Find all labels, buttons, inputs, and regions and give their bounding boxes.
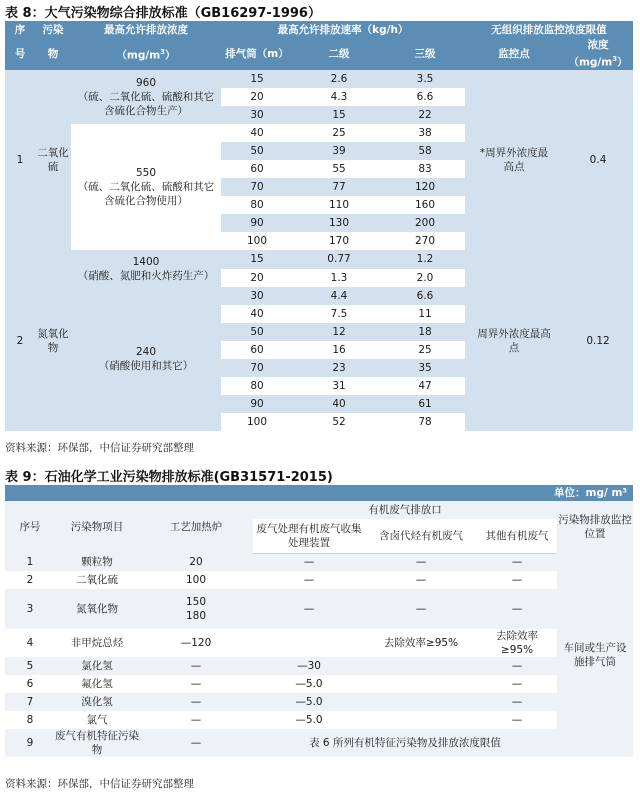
t8-grade2: 0.77	[293, 250, 385, 268]
t8-header-unit: $(mg/m^3)$	[71, 38, 221, 70]
t9-furnace-line: 150	[185, 596, 207, 608]
t9-col-c: —	[477, 589, 557, 629]
t8-grade3: 38	[385, 124, 465, 142]
t8-stack-height: 100	[221, 232, 293, 250]
t9-seq: 3	[5, 589, 55, 629]
t8-header-max-conc: 最高允许排放浓度	[71, 21, 221, 38]
t9-seq: 9	[5, 729, 55, 757]
t8-grade3: 58	[385, 142, 465, 160]
t8-conc-note: （硝酸、氮肥和火炸药生产）	[77, 269, 215, 282]
t9-item: 颗粒物	[55, 553, 139, 571]
table9-row	[5, 729, 633, 757]
t8-conc-block	[71, 70, 221, 124]
table8-title: 表 8：大气污染物综合排放标准（GB16297-1996）	[5, 6, 321, 21]
table9-row	[5, 553, 633, 571]
t9-header-seq: 序号	[5, 501, 55, 553]
t9-item: 氟化氢	[55, 675, 139, 693]
t8-conc-note: （硫、二氧化硫、硫酸和其它含硫化合物使用）	[77, 181, 215, 208]
t8-conc-block	[71, 287, 221, 432]
t8-grade3: 83	[385, 160, 465, 178]
t9-header-item: 污染物项目	[55, 501, 139, 553]
t9-col-b: —	[365, 589, 477, 629]
t8-stack-height: 30	[221, 287, 293, 305]
t8-stack-height: 50	[221, 323, 293, 341]
t9-furnace	[139, 629, 253, 657]
table9-source: 资料来源：环保部，中信证券研究部整理	[5, 778, 194, 790]
table9-row	[5, 711, 633, 729]
t8-grade2: 55	[293, 160, 385, 178]
t9-col-b: 去除效率≥95%	[365, 629, 477, 657]
t9-furnace	[139, 675, 253, 693]
t8-conc-note: （硝酸使用和其它）	[98, 360, 194, 372]
t9-item: 非甲烷总烃	[55, 629, 139, 657]
table9-row	[5, 589, 633, 629]
t9-item: 溴化氢	[55, 693, 139, 711]
t8-grade3: 18	[385, 323, 465, 341]
t8-grade3: 61	[385, 395, 465, 413]
t8-grade3: 22	[385, 106, 465, 124]
t8-stack-height: 40	[221, 124, 293, 142]
t9-col-a: —5.0	[253, 711, 365, 729]
t8-stack-height: 60	[221, 341, 293, 359]
t9-furnace-line: —	[190, 660, 202, 672]
t9-col-a	[253, 629, 365, 657]
t8-stack-height: 15	[221, 70, 293, 88]
t9-col-c: 去除效率≥95%	[477, 629, 557, 657]
t9-seq: 4	[5, 629, 55, 657]
t8-grade3: 3.5	[385, 70, 465, 88]
t8-header-pollutant-top: 污染	[35, 21, 71, 38]
t8-grade2: 31	[293, 377, 385, 395]
t8-stack-height: 30	[221, 106, 293, 124]
t8-header-stack: 排气筒（m）	[221, 38, 293, 70]
t9-seq: 2	[5, 571, 55, 589]
t8-grade2: 1.3	[293, 269, 385, 287]
t9-furnace-line: —	[190, 737, 202, 749]
t9-col-b: —	[365, 571, 477, 589]
t8-grade2: 40	[293, 395, 385, 413]
t8-grade3: 2.0	[385, 269, 465, 287]
t8-grade3: 25	[385, 341, 465, 359]
t9-col-a: —5.0	[253, 693, 365, 711]
t8-grade2: 52	[293, 413, 385, 431]
t9-furnace	[139, 553, 253, 571]
t9-col-b	[365, 693, 477, 711]
t8-stack-height: 40	[221, 305, 293, 323]
t8-grade2: 4.4	[293, 287, 385, 305]
t9-header-col-a: 废气处理有机废气收集处理装置	[253, 519, 365, 553]
t8-stack-height: 70	[221, 359, 293, 377]
t8-stack-height: 90	[221, 395, 293, 413]
t9-item: 氯气	[55, 711, 139, 729]
t9-header-organic: 有机废气排放口	[253, 501, 557, 519]
t9-furnace-line: —	[190, 678, 202, 690]
table9-row	[5, 693, 633, 711]
t8-header-pollutant-bottom: 物	[35, 38, 71, 70]
t8-stack-height: 80	[221, 196, 293, 214]
t8-header-seq: 序	[5, 21, 35, 38]
t8-stack-height: 70	[221, 178, 293, 196]
t9-header-col-c: 其他有机废气	[477, 519, 557, 553]
t8-grade2: 2.6	[293, 70, 385, 88]
t8-stack-height: 20	[221, 269, 293, 287]
t8-stack-height: 100	[221, 413, 293, 431]
t9-furnace	[139, 589, 253, 629]
t9-furnace	[139, 729, 253, 757]
t9-col-b	[365, 657, 477, 675]
t8-stack-height: 15	[221, 250, 293, 268]
t8-conc-note: （硫、二氧化硫、硫酸和其它含硫化合物生产）	[77, 90, 215, 117]
t8-seq: 1	[5, 70, 35, 251]
t9-furnace	[139, 693, 253, 711]
t9-col-a: —5.0	[253, 675, 365, 693]
t9-col-c: —	[477, 675, 557, 693]
t8-grade2: 77	[293, 178, 385, 196]
t9-furnace-line: 20	[189, 556, 203, 568]
t8-pollutant: 氮氧化物	[35, 250, 71, 431]
t8-grade2: 15	[293, 106, 385, 124]
t8-limit: 0.12	[563, 250, 633, 431]
t8-grade2: 7.5	[293, 305, 385, 323]
t9-header-monitor: 污染物排放监控位置	[557, 501, 633, 553]
t9-col-a: —	[253, 571, 365, 589]
t8-header-monitor: 监控点	[465, 38, 563, 70]
t8-grade2: 4.3	[293, 88, 385, 106]
table9	[5, 485, 633, 757]
t8-grade3: 270	[385, 232, 465, 250]
t8-header-max-rate: 最高允许排放速率（kg/h）	[221, 21, 465, 38]
t8-grade2: 25	[293, 124, 385, 142]
table9-row	[5, 675, 633, 693]
t8-grade3: 6.6	[385, 88, 465, 106]
t9-col-a: —30	[253, 657, 365, 675]
t8-conc-value: 960	[135, 76, 157, 89]
t8-grade2: 16	[293, 341, 385, 359]
t8-grade2: 130	[293, 214, 385, 232]
t8-stack-height: 50	[221, 142, 293, 160]
t8-monitor: 周界外浓度最高点	[465, 250, 563, 431]
table9-row	[5, 657, 633, 675]
t9-col-a: —	[253, 589, 365, 629]
t9-item: 氮氧化物	[55, 589, 139, 629]
t8-grade3: 120	[385, 178, 465, 196]
t9-item: 废气有机特征污染物	[55, 730, 139, 756]
t9-furnace	[139, 711, 253, 729]
t8-stack-height: 20	[221, 88, 293, 106]
t8-grade2: 23	[293, 359, 385, 377]
t8-conc-value: 550	[135, 167, 157, 180]
t9-col-b: —	[365, 553, 477, 571]
t9-furnace	[139, 571, 253, 589]
t8-header-unorganized: 无组织排放监控浓度限值	[465, 21, 633, 38]
t9-furnace-line: —	[190, 696, 202, 708]
t8-grade3: 160	[385, 196, 465, 214]
t8-header-grade2: 二级	[293, 38, 385, 70]
t9-col-b	[365, 675, 477, 693]
t9-item: 氯化氢	[55, 657, 139, 675]
t9-col-c: —	[477, 553, 557, 571]
t8-grade2: 170	[293, 232, 385, 250]
t8-header-conc: 浓度$(mg/m^3)$	[563, 38, 633, 70]
table8-row	[5, 70, 633, 88]
t9-seq: 1	[5, 553, 55, 571]
t9-seq: 7	[5, 693, 55, 711]
t8-conc-block	[71, 250, 221, 286]
t8-conc-value: 240	[135, 346, 157, 358]
table8-row	[5, 250, 633, 268]
t9-monitor: 车间或生产设施排气筒	[557, 553, 633, 757]
t8-grade2: 110	[293, 196, 385, 214]
table8	[5, 21, 633, 431]
t8-limit: 0.4	[563, 70, 633, 251]
t9-seq: 8	[5, 711, 55, 729]
t8-grade3: 6.6	[385, 287, 465, 305]
t9-col-c: —	[477, 711, 557, 729]
t9-col-c: —	[477, 571, 557, 589]
t8-grade3: 1.2	[385, 250, 465, 268]
t8-header-grade3: 三级	[385, 38, 465, 70]
t8-stack-height: 60	[221, 160, 293, 178]
t9-furnace-line: —120	[180, 637, 212, 649]
t8-grade2: 12	[293, 323, 385, 341]
t8-header-seq-2: 号	[5, 38, 35, 70]
t9-furnace	[139, 657, 253, 675]
t8-seq: 2	[5, 250, 35, 431]
table9-row	[5, 571, 633, 589]
t8-grade3: 11	[385, 305, 465, 323]
t9-header-furnace: 工艺加热炉	[139, 501, 253, 553]
t8-pollutant: 二氧化硫	[35, 70, 71, 251]
t9-furnace-line: —	[190, 714, 202, 726]
t8-grade3: 47	[385, 377, 465, 395]
t8-grade3: 200	[385, 214, 465, 232]
t9-unit: 单位：mg/ m³	[5, 485, 633, 501]
t9-header-col-b: 含卤代烃有机废气	[365, 519, 477, 553]
table9-row	[5, 629, 633, 657]
t9-item: 二氧化硫	[55, 571, 139, 589]
t9-furnace-line: 180	[185, 610, 207, 622]
table9-title: 表 9：石油化学工业污染物排放标准(GB31571-2015)	[5, 470, 333, 485]
t9-span-note: 表 6 所列有机特征污染物及排放浓度限值	[253, 729, 557, 757]
t9-col-c: —	[477, 657, 557, 675]
t9-col-a: —	[253, 553, 365, 571]
t8-monitor: *周界外浓度最高点	[465, 70, 563, 251]
t9-seq: 6	[5, 675, 55, 693]
t8-stack-height: 80	[221, 377, 293, 395]
t9-col-c: —	[477, 693, 557, 711]
t8-conc-block	[71, 124, 221, 251]
t8-grade2: 39	[293, 142, 385, 160]
t9-seq: 5	[5, 657, 55, 675]
table8-source: 资料来源：环保部，中信证券研究部整理	[5, 442, 194, 454]
t8-conc-value: 1400	[132, 255, 160, 268]
t8-stack-height: 90	[221, 214, 293, 232]
t8-grade3: 35	[385, 359, 465, 377]
t9-col-b	[365, 711, 477, 729]
t9-furnace-line: 100	[185, 574, 207, 586]
t8-grade3: 78	[385, 413, 465, 431]
